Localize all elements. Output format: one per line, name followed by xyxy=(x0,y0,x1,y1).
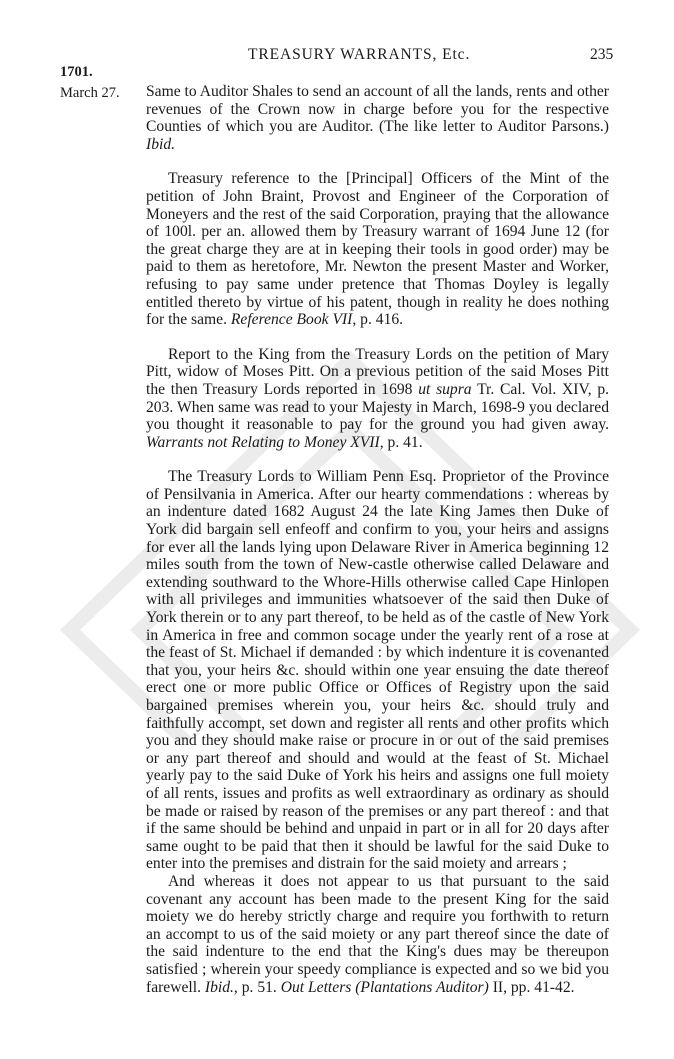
margin-date: March 27. xyxy=(60,85,120,101)
entry-reference-page: , p. 416. xyxy=(352,311,404,329)
year-marker: 1701. xyxy=(60,64,93,80)
entry-text: The Treasury Lords to William Penn Esq. Proprietor of the Province of Pensilvania in America. After our hearty commendations : whereas by an indenture dated 1682 August 24 the late King James then Duke of York did bargain sell enfeoff and confirm to you, your heirs and assigns for ever all the lands lying upon Delaware River in America beginning 12 miles south from the town of New-castle otherwise called Delaware and extending southward to the Whore-Hills otherwise called Cape Hinlopen with all privileges and immunities whatsoever of the said then Duke of York therein or to any part thereof, to be held as of the castle of New York in America in free and common socage under the yearly rent of a rose at the feast of St. Michael if demanded : by which indenture it is covenanted that you, your heirs &c. should within one year ensuing the date thereof erect one or more public Office or Offices of Registry upon the said bargained premises wherein you, your heirs &c. should truly and faithfully accompt, set down and register all rents and other profits which you and they should make raise or procure in or out of the said premises or any part thereof and should and would at the feast of St. Michael yearly pay to the said Duke of York his heirs and assigns one full moiety of all rents, issues and profits as well extraordinary as ordinary as should be made or raised by reason of the premises or any part thereof : and that if the same should be behind and unpaid in part or in all for 20 days after same ought to be paid that then it should be lawful for the said Duke to enter into the premises and distrain for the said moiety and arrears ; xyxy=(146,468,609,873)
entry-reference-page: , p. 51. xyxy=(233,978,277,996)
running-title: TREASURY WARRANTS, Etc. xyxy=(248,46,471,63)
entry-reference-secondary-page: II, pp. 41-42. xyxy=(488,978,575,996)
entry-text: And whereas it does not appear to us that pursuant to the said covenant any account has been made to the present King for the said moiety we do hereby strictly charge and require you forthwith to return an accompt to us of the said moiety or any part thereof since the date of the said indenture to the end that the King's dues may be thereupon satisfied ; wherein your speedy compliance is expected and so we bid you farewell. xyxy=(146,872,609,996)
entry-mint-petition xyxy=(146,170,609,328)
entry-reference-paren: (Plantations Auditor) xyxy=(355,978,489,996)
entry-reference-secondary: Out Letters xyxy=(280,978,352,996)
entry-text-continued: Tr. Cal. Vol. XIV, p. 203. When same was read to your Majesty in March, 1698-9 you declared you thought it reasonable to pay for the ground you had given away. xyxy=(146,380,610,434)
entry-penn-letter-continued xyxy=(146,873,609,996)
entry-penn-letter xyxy=(146,468,609,873)
entry-text: Treasury reference to the [Principal] Officers of the Mint of the petition of John Braint, Provost and Engineer of the Corporation of Moneyers and the rest of the said Corporation, praying that the allowance of 100l. per an. allowed them by Treasury warrant of 1694 June 12 (for the great charge they are at in keeping their tools in good order) may be paid to them as heretofore, Mr. Newton the present Master and Worker, refusing to pay same under pretence that Thomas Doyley is legally entitled thereto by virtue of his patent, though in reality he does nothing for the same. xyxy=(146,170,609,329)
entry-reference: Warrants not Relating to Money XVII xyxy=(146,433,380,451)
entry-reference: Ibid. xyxy=(204,978,234,996)
entry-auditor-shales xyxy=(146,83,609,153)
document-body xyxy=(146,83,609,996)
entry-italic-phrase: ut supra xyxy=(418,380,472,398)
page-header xyxy=(0,0,674,63)
entry-text: Same to Auditor Shales to send an account of all the lands, rents and other revenues of the Crown now in charge before you for the respective Counties of which you are Auditor. (The like letter to Auditor Parsons.) xyxy=(146,83,609,136)
entry-reference: Reference Book VII xyxy=(230,311,353,329)
page-number: 235 xyxy=(590,46,614,63)
entry-reference: Ibid. xyxy=(146,135,176,153)
entry-text: Report to the King from the Treasury Lords on the petition of Mary Pitt, widow of Moses Pitt. On a previous petition of the said Moses Pitt the then Treasury Lords reported in 1698 xyxy=(146,345,609,398)
entry-mary-pitt-report xyxy=(146,346,609,452)
entry-reference-page: , p. 41. xyxy=(379,433,423,451)
